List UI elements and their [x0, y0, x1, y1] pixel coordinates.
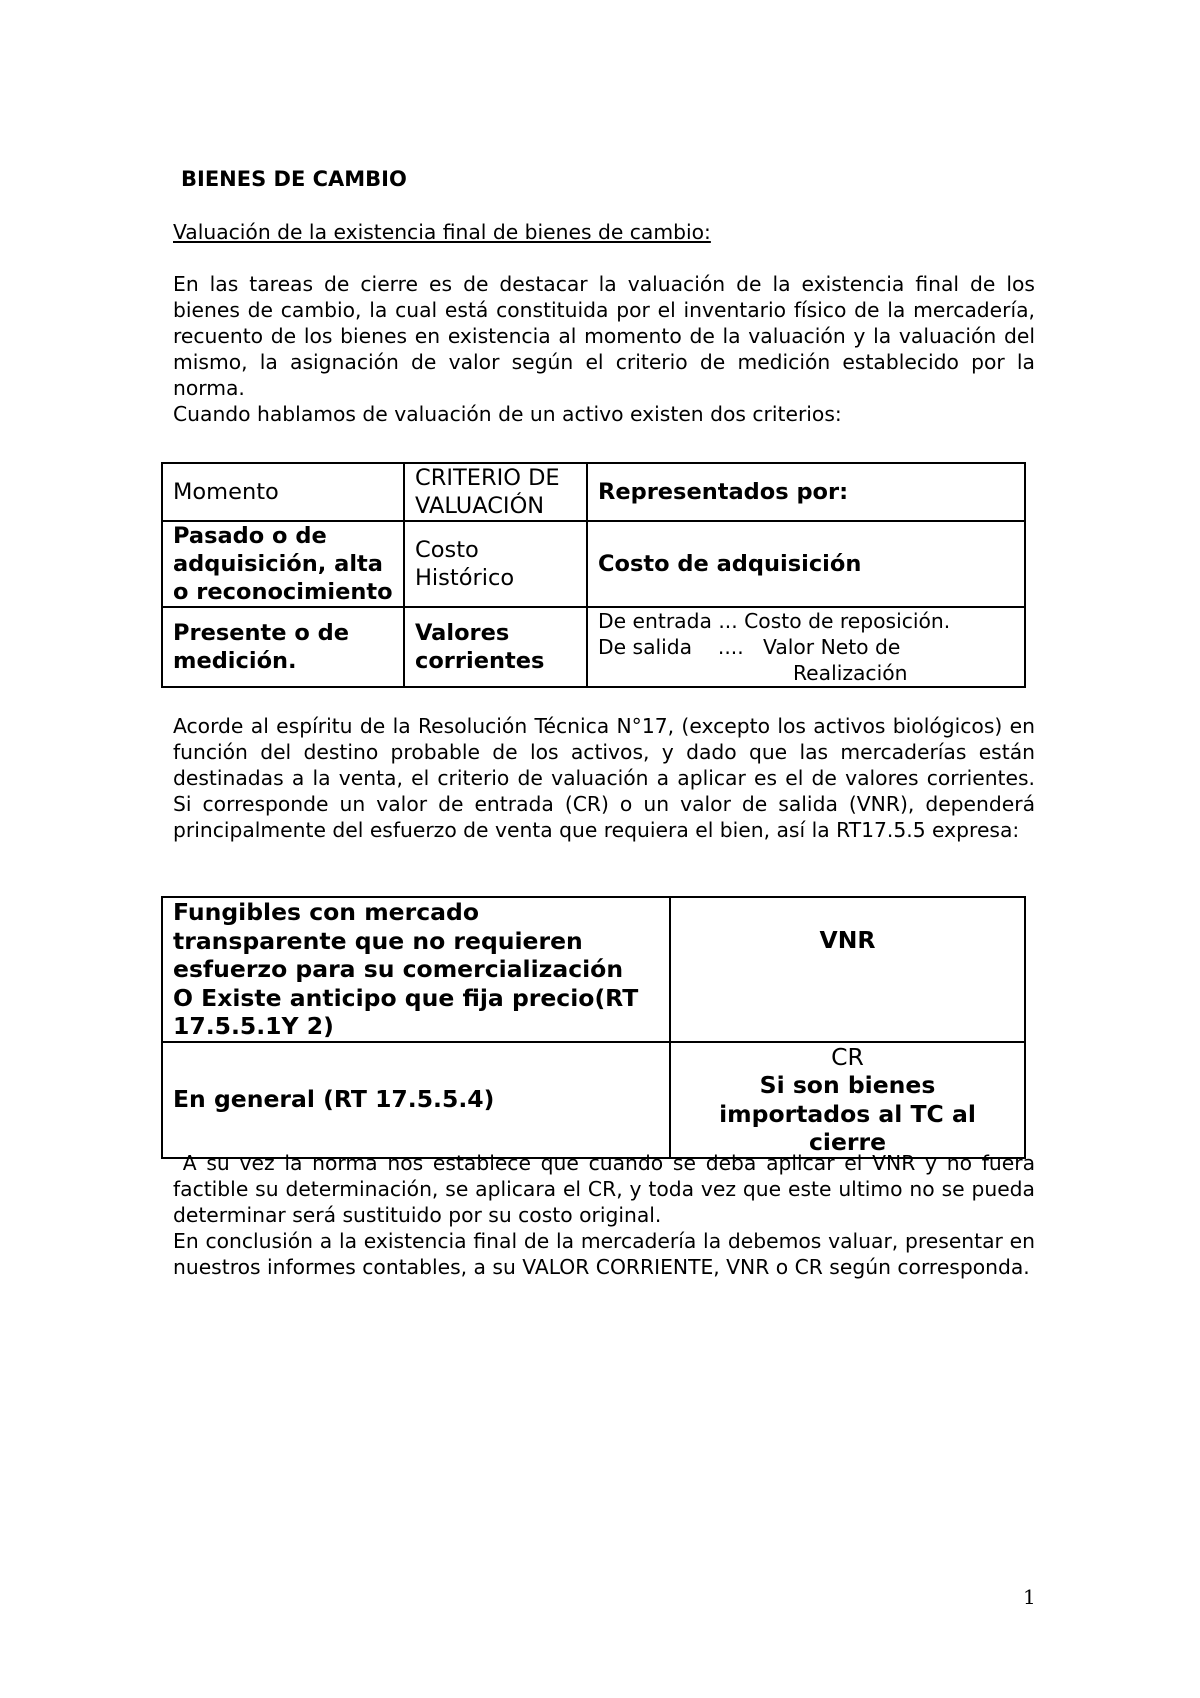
header-momento: Momento — [162, 463, 404, 521]
cell-costo-adquisicion: Costo de adquisición — [587, 521, 1025, 607]
table-row — [162, 521, 1025, 607]
cell-fungibles — [162, 897, 670, 1042]
cell-cr — [670, 1042, 1025, 1158]
cell-valores-corrientes: Valores corrientes — [404, 607, 587, 687]
cell-costo-historico: Costo Histórico — [404, 521, 587, 607]
fungibles-text: Fungibles con mercado transparente que no requieren esfuerzo para su comercialización — [173, 898, 624, 983]
cell-presente: Presente o de medición. — [162, 607, 404, 687]
vnr-text: VNR — [819, 926, 876, 954]
cell-en-general: En general (RT 17.5.5.4) — [162, 1042, 670, 1158]
rt17-section — [173, 713, 1035, 843]
cell-vnr — [670, 897, 1025, 1042]
intro-section — [173, 165, 1035, 427]
cell-pasado: Pasado o de adquisición, alta o reconocimiento — [162, 521, 404, 607]
norma-paragraph: A su vez la norma nos establece que cuando se deba aplicar el VNR y no fuera factible su determinación, se aplicara el CR, y toda vez que este ultimo no se pueda determinar será sustituido por su costo original. — [173, 1151, 1042, 1227]
importados-text: Si son bienes importados al TC al cierre — [719, 1071, 976, 1156]
realizacion-line: Realización — [793, 661, 908, 685]
spacer — [173, 245, 1035, 271]
table-row — [162, 897, 1025, 1042]
entrada-line: De entrada ... Costo de reposición. — [598, 609, 951, 633]
table-row — [162, 463, 1025, 521]
cr-text: CR — [831, 1042, 864, 1071]
intro-line-criteria: Cuando hablamos de valuación de un activo existen dos criterios: — [173, 402, 842, 426]
conclusion-paragraph: En conclusión a la existencia final de la mercadería la debemos valuar, presentar en nuestros informes contables, a su VALOR CORRIENTE, VNR o CR según corresponda. — [173, 1229, 1035, 1279]
document-title: BIENES DE CAMBIO — [181, 167, 407, 191]
rt17-paragraph: Acorde al espíritu de la Resolución Técnica N°17, (excepto los activos biológicos) en función del destino probable de los activos, y dado que las mercaderías están destinadas a la venta, el criterio de valuación a aplicar es el de valores corrientes. Si corresponde un valor de entrada (CR) o un valor de salida (VNR), dependerá principalmente del esfuerzo de venta que requiera el bien, así la RT17.5.5 expresa: — [173, 714, 1035, 842]
table-row — [162, 1042, 1025, 1158]
table-row — [162, 607, 1025, 687]
header-criterio: CRITERIO DE VALUACIÓN — [404, 463, 587, 521]
anticipo-text: O Existe anticipo que fija precio(RT 17.5.5.1Y 2) — [173, 983, 639, 1040]
intro-paragraph: En las tareas de cierre es de destacar la valuación de la existencia final de los bienes de cambio, la cual está constituida por el inventario físico de la mercadería, recuento de los bienes en existencia al momento de la valuación y la valuación del mismo, la asignación de valor según el criterio de medición establecido por la norma. — [173, 272, 1035, 400]
header-representados: Representados por: — [587, 463, 1025, 521]
cell-entrada-salida — [587, 607, 1025, 687]
conclusion-section — [173, 1150, 1042, 1280]
salida-line: De salida .... Valor Neto de — [598, 635, 901, 659]
rt-criteria-table — [161, 896, 1026, 1159]
section-subtitle: Valuación de la existencia final de bienes de cambio: — [173, 220, 711, 244]
page-number: 1 — [1023, 1585, 1036, 1609]
valuation-criteria-table — [161, 462, 1026, 688]
